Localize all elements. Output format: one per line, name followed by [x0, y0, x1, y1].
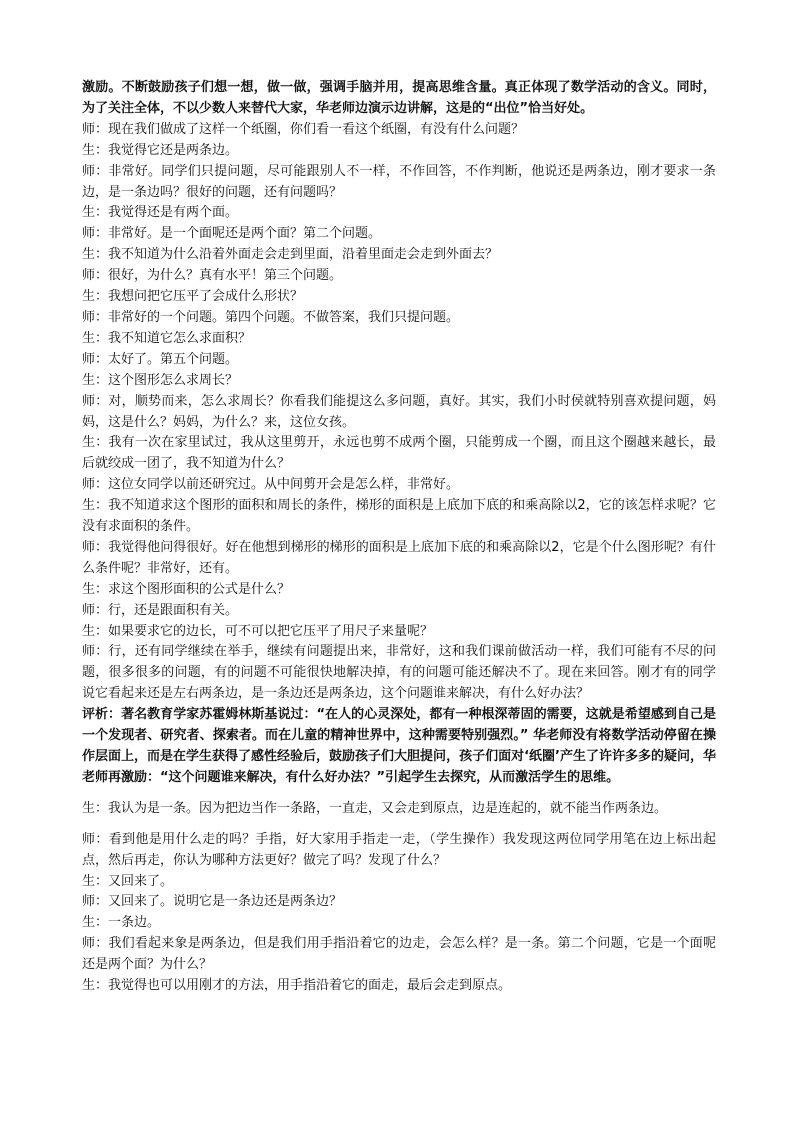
dialogue-line: 生：我不知道求这个图形的面积和周长的条件，梯形的面积是上底加下底的和乘高除以2，它的该怎样求呢？它没有求面积的条件。	[82, 498, 716, 535]
dialogue-line: 师：行，还是跟面积有关。	[82, 602, 239, 618]
dialogue-line: 生：一条边。	[82, 915, 161, 931]
commentary-paragraph: 评析：著名教育学家苏霍姆林斯基说过：“在人的心灵深处，都有一种根深蒂固的需要，这就是希望感到自己是一个发现者、研究者、探索者。而在儿童的精神世界中，这种需要特别强烈。” 华老师没有将数学活动停留在操作层面上，而是在学生获得了感性经验后，鼓励孩子们大胆提问，孩子们面对‘纸圈’产生了许许多多的疑问，华老师再激励：“这个问题谁来解决，有什么好办法？”引起学生去探究，从而激活学生的思维。	[82, 707, 716, 785]
dialogue-line: 师：这位女同学以前还研究过。从中间剪开会是怎么样，非常好。	[82, 477, 460, 493]
dialogue-line: 师：对，顺势而来，怎么求周长？你看我们能提这么多问题，真好。其实，我们小时侯就特别喜欢提问题，妈妈，这是什么？妈妈，为什么？来，这位女孩。	[82, 393, 716, 430]
dialogue-line: 生：我觉得也可以用刚才的方法，用手指沿着它的面走，最后会走到原点。	[82, 978, 512, 994]
dialogue-line: 生：求这个图形面积的公式是什么？	[82, 581, 291, 597]
dialogue-line: 生：我不知道它怎么求面积？	[82, 330, 252, 346]
dialogue-line: 师：看到他是用什么走的吗？手指，好大家用手指走一走，（学生操作）我发现这两位同学用笔在边上标出起点，然后再走，你认为哪种方法更好？做完了吗？发现了什么？	[82, 831, 716, 868]
dialogue-line: 师：现在我们做成了这样一个纸圈，你们看一看这个纸圈，有没有什么问题？	[82, 121, 525, 137]
dialogue-line: 生：我不知道为什么沿着外面走会走到里面，沿着里面走会走到外面去？	[82, 247, 499, 263]
blank-line	[82, 820, 716, 830]
dialogue-line: 生：我认为是一条。因为把边当作一条路，一直走，又会走到原点，边是连起的，就不能当作两条边。	[82, 800, 668, 816]
dialogue-line: 师：太好了。第五个问题。	[82, 351, 239, 367]
dialogue-line: 生：如果要求它的边长，可不可以把它压平了用尺子来量呢？	[82, 623, 434, 639]
blank-line	[82, 789, 716, 799]
dialogue-line: 师：我觉得他问得很好。好在他想到梯形的梯形的面积是上底加下底的和乘高除以2，它是个什么图形呢？有什么条件呢？非常好，还有。	[82, 539, 716, 576]
dialogue-line: 师：我们看起来象是两条边，但是我们用手指沿着它的边走，会怎么样？是一条。第二个问题，它是一个面呢还是两个面？为什么？	[82, 936, 716, 973]
dialogue-line: 生：我觉得还是有两个面。	[82, 205, 239, 221]
dialogue-line: 师：非常好。是一个面呢还是两个面？第二个问题。	[82, 226, 382, 242]
dialogue-line: 生：这个图形怎么求周长？	[82, 372, 239, 388]
dialogue-line: 师：很好，为什么？真有水平！第三个问题。	[82, 268, 343, 284]
dialogue-line: 师：非常好。同学们只提问题，尽可能跟别人不一样，不作回答，不作判断，他说还是两条边，刚才要求一条边，是一条边吗？很好的问题，还有问题吗？	[82, 163, 716, 200]
dialogue-line: 师：行，还有同学继续在举手，继续有问题提出来，非常好，这和我们课前做活动一样，我们可能有不尽的问题，很多很多的问题，有的问题不可能很快地解决掉，有的问题可能还解决不了。现在来回答。刚才有的同学说它看起来还是左右两条边，是一条边还是两条边，这个问题谁来解决，有什么好办法？	[82, 644, 716, 702]
dialogue-line: 生：我觉得它还是两条边。	[82, 142, 239, 158]
dialogue-line: 师：又回来了。说明它是一条边还是两条边？	[82, 894, 343, 910]
dialogue-line: 师：非常好的一个问题。第四个问题。不做答案，我们只提问题。	[82, 309, 460, 325]
dialogue-line: 生：我想问把它压平了会成什么形状？	[82, 289, 304, 305]
document-page	[82, 78, 716, 997]
dialogue-line: 生：我有一次在家里试过，我从这里剪开，永远也剪不成两个圈，只能剪成一个圈，而且这个圈越来越长，最后就绞成一团了，我不知道为什么？	[82, 435, 716, 472]
commentary-paragraph: 激励。不断鼓励孩子们想一想，做一做，强调手脑并用，提高思维含量。真正体现了数学活动的含义。同时，为了关注全体，不以少数人来替代大家，华老师边演示边讲解，这是的“出位”恰当好处。	[82, 80, 716, 116]
dialogue-line: 生：又回来了。	[82, 873, 174, 889]
